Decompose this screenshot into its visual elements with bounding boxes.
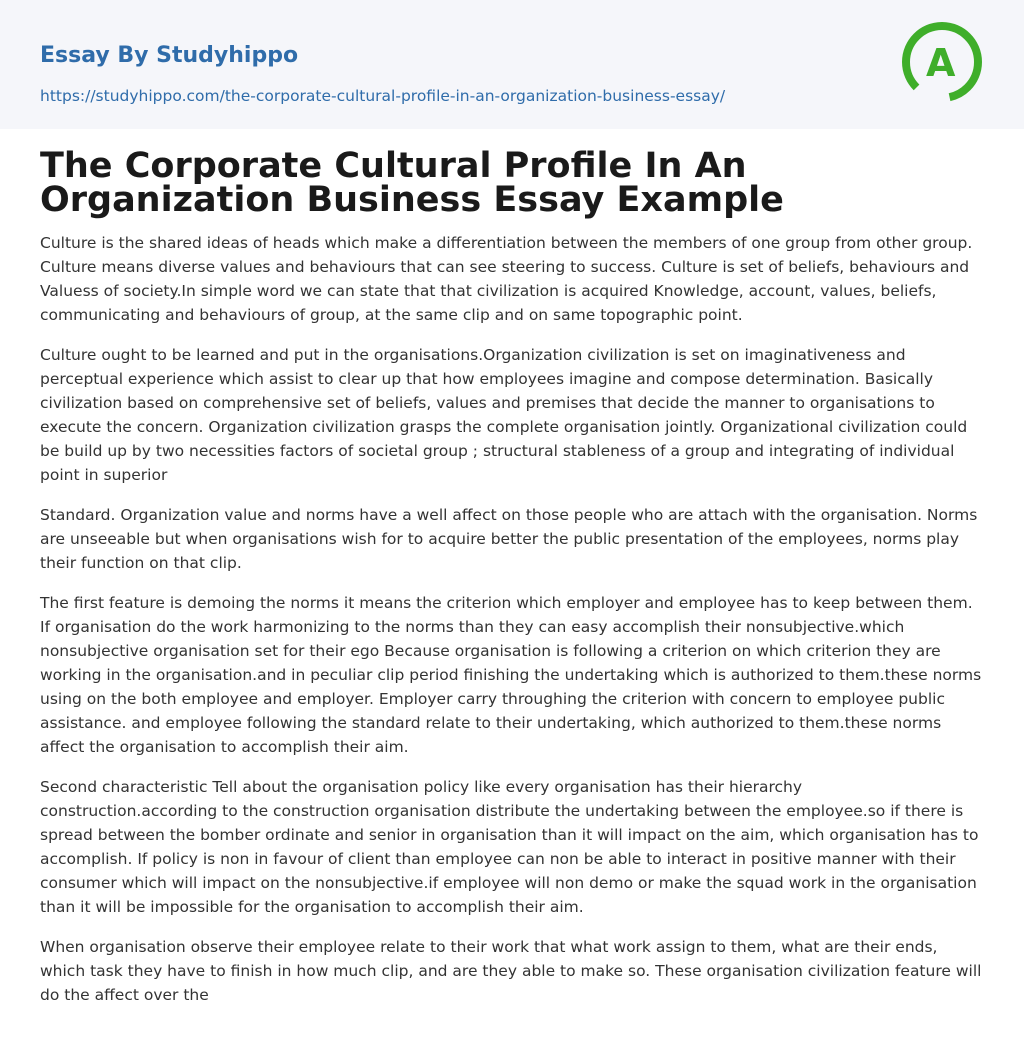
article-main (0, 129, 1024, 1007)
site-brand[interactable]: Essay By Studyhippo (40, 43, 299, 68)
studyhippo-logo-icon[interactable] (900, 20, 984, 104)
article-paragraph: The first feature is demoing the norms it means the criterion which employer and employee has to keep between them. If organisation do the work harmonizing to the norms than they can easy accomplish their nonsubjective.which nonsubjective organisation set for their ego Because organisation is following a criterion on which criterion they are working in the organisation.and in peculiar clip period finishing the undertaking which is authorized to them.these norms using on the both employee and employer. Employer carry throughing the criterion with concern to employee public assistance. and employee following the standard relate to their undertaking, which authorized to them.these norms affect the organisation to accomplish their aim. (40, 594, 982, 756)
article-paragraph: Standard. Organization value and norms have a well affect on those people who are attach with the organisation. Norms are unseeable but when organisations wish for to acquire better the public presentation of the employees, norms play their function on that clip. (40, 506, 978, 572)
article-paragraph: Culture is the shared ideas of heads which make a differentiation between the members of one group from other group. Culture means diverse values and behaviours that can see steering to success. Culture is set of beliefs, behaviours and Valuess of society.In simple word we can state that that civilization is acquired Knowledge, account, values, beliefs, communicating and behaviours of group, at the same clip and on same topographic point. (40, 234, 973, 324)
logo-letter: A (926, 41, 956, 85)
article-paragraph: When organisation observe their employee relate to their work that what work assign to them, what are their ends, which task they have to finish in how much clip, and are they able to make so. These organisation civilization feature will do the affect over the (40, 938, 982, 1004)
site-header (0, 0, 1024, 129)
source-url-link[interactable]: https://studyhippo.com/the-corporate-cultural-profile-in-an-organization-business-essay/ (40, 87, 726, 105)
article-paragraph: Second characteristic Tell about the organisation policy like every organisation has their hierarchy construction.according to the construction organisation distribute the undertaking between the employee.so if there is spread between the bomber ordinate and senior in organisation than it will impact on the aim, which organisation has to accomplish. If policy is non in favour of client than employee can non be able to interact in positive manner with their consumer which will impact on the nonsubjective.if employee will non demo or make the squad work in the organisation than it will be impossible for the organisation to accomplish their aim. (40, 778, 979, 916)
article-paragraph: Culture ought to be learned and put in the organisations.Organization civilization is set on imaginativeness and perceptual experience which assist to clear up that how employees imagine and compose determination. Basically civilization based on comprehensive set of beliefs, values and premises that decide the manner to organisations to execute the concern. Organization civilization grasps the complete organisation jointly. Organizational civilization could be build up by two necessities factors of societal group ; structural stableness of a group and integrating of individual point in superior (40, 346, 968, 484)
article-title: The Corporate Cultural Profile In An Organization Business Essay Example (40, 146, 784, 220)
